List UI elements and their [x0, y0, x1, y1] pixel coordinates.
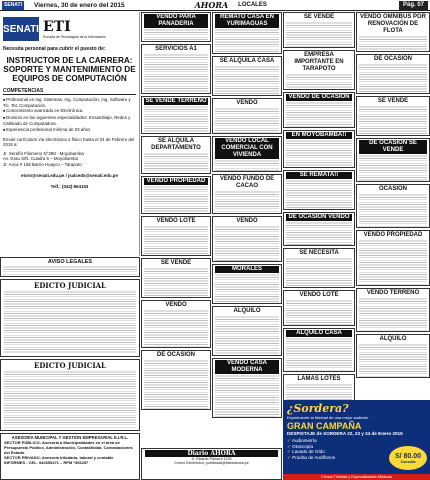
competencias-list [3, 97, 136, 133]
classified-ad [141, 300, 211, 348]
sordera-tagline: Experimente la libertad de una mejor audición [287, 415, 369, 420]
classified-ad-body [144, 267, 208, 298]
classified-ad-body [144, 105, 208, 134]
sector-privado: SECTOR PRIVADO: Asesoría tributaria, laboral y contable [4, 455, 114, 460]
classified-ad-heading: VENDO LOTE [299, 292, 339, 298]
page-number: Pág. 07 [399, 1, 428, 10]
classified-column-2 [141, 12, 211, 412]
classified-ad-heading: SE ALQUILA CASA [219, 58, 275, 64]
classified-ad [356, 288, 430, 332]
diario-email: Correo Electrónico: publicidad@diarioahora.pe [174, 461, 249, 465]
classified-ad-heading: VENDO PARA PANADERIA [144, 14, 208, 28]
classified-ad-body [286, 73, 352, 90]
competencia-item: ■ Conocimiento avanzado en Electrónica. [3, 108, 136, 114]
competencia-item: ■ Experiencia profesional mínima de 03 años [3, 127, 136, 133]
classified-ad-body [215, 225, 279, 262]
send-instructions: Enviar currículum vía electrónica o físico hasta el 04 de Febrero del 2015 a: [3, 137, 135, 148]
contact-phone: Telf.: (042)-564153 [50, 184, 89, 190]
classified-ad [356, 54, 430, 94]
classified-ad-heading: DE OCASIÓN [156, 352, 195, 358]
classified-ad-body [144, 152, 208, 174]
section-name: LOCALES [238, 2, 267, 8]
classified-ad-heading: SE VENDE [160, 260, 192, 266]
sordera-headline: ¿Sordera? [287, 402, 349, 415]
senati-job-ad [0, 12, 140, 256]
classified-ad-body [215, 190, 279, 214]
service-item: ✓ Audiometría [287, 438, 426, 444]
masthead: AHORA [194, 0, 229, 10]
classified-ad-body [144, 225, 208, 256]
classified-ad-body [215, 374, 279, 418]
classified-ad [141, 258, 211, 298]
classified-ad-heading: SERVICIOS A1 [155, 46, 197, 52]
classified-ad [141, 176, 211, 214]
classified-ad-body [144, 53, 208, 94]
asesoria-ad [0, 433, 140, 480]
classified-ad-heading: ALQUILO CASA [286, 330, 352, 337]
aviso-body [3, 265, 137, 275]
address-list [3, 151, 136, 167]
eti-logo: ETI Escuela de Tecnologías de la Información [43, 19, 106, 39]
classified-ad [356, 184, 430, 228]
classified-ad-heading: DE OCASIÓN [373, 56, 412, 62]
classified-column-4 [283, 12, 355, 399]
edicto-judicial-1 [0, 279, 140, 357]
classified-ad-heading: VENDO [165, 302, 187, 308]
classified-ad [212, 12, 282, 54]
classified-ad-heading: OCASIÓN [378, 186, 407, 192]
edicto-body [4, 370, 136, 428]
classified-ad [283, 50, 355, 90]
classified-ad-body [359, 343, 427, 378]
classified-ad [141, 96, 211, 134]
classified-ad [356, 334, 430, 378]
classified-ad [212, 306, 282, 356]
classified-ad-body [359, 105, 427, 136]
classified-ad-body [286, 101, 352, 128]
campaign-title: GRAN CAMPAÑA [287, 421, 362, 431]
classified-ad-heading: VENDO [236, 218, 258, 224]
senati-logo [3, 15, 136, 43]
classified-ad-heading: VENDO CASA MODERNA [215, 360, 279, 374]
classified-ad-body [286, 179, 352, 210]
classified-ad [356, 96, 430, 136]
edicto-body [4, 290, 136, 354]
need-text: Necesita personal para cubrir el puesto de: [3, 46, 106, 52]
classified-ad-heading: VENDO PROPIEDAD [363, 232, 423, 238]
classified-ad [141, 44, 211, 94]
classified-ad-heading: SE VENDE [377, 98, 409, 104]
classified-ad-body [215, 107, 279, 134]
competencia-item: ■ Profesional en Ing. Sistemas, Ing. Computación, Ing. Software y Tic. Tec Computación. [3, 97, 136, 109]
classified-ad-heading: REMATO CASA EN YURIMAGUAS [215, 14, 279, 28]
classified-ad-body [286, 221, 352, 246]
classified-ad-body [215, 28, 279, 54]
classified-ad-heading: VENDO DE OCASIÓN [286, 94, 352, 101]
classified-ad-heading: SE REMATA!! [286, 172, 352, 179]
clinic-name: Clínica Trinidad y Especialidades Médicas [283, 474, 430, 480]
classified-ad [141, 12, 211, 42]
classified-ad [283, 290, 355, 326]
price-badge: S/ 80.00 Consulta [389, 446, 427, 470]
aviso-title: AVISO LEGALES [47, 259, 93, 265]
classified-ad-body [144, 28, 208, 42]
classified-ad [283, 212, 355, 246]
aviso-legales [0, 257, 140, 277]
classified-ad-body [215, 273, 279, 304]
classified-ad [212, 56, 282, 96]
classified-ad-heading: SE ALQUILA DEPARTAMENTO [151, 138, 201, 151]
classified-ad-body [215, 315, 279, 356]
classified-ad [283, 130, 355, 168]
classified-column-5 [356, 12, 430, 399]
classified-ad [356, 138, 430, 182]
address-line: Av. Grau S/N. Cuadra 5 – Moyobamba [3, 156, 79, 162]
classified-ad-body [144, 359, 208, 410]
classified-ad [212, 358, 282, 418]
campaign-dates: DESPISTAJE de SORDERA 22, 23 y 24 de Enero 2015 [287, 431, 403, 436]
classified-ad-body [359, 35, 427, 52]
classified-ad-body [286, 337, 352, 372]
classified-ad-heading: EN MOYOBAMBA!! [286, 132, 352, 139]
classified-ad [283, 328, 355, 372]
competencia-item: ■ Dominio en las siguientes especialidades: Ensambiaje, Redes y Cableado de Computadora. [3, 115, 136, 127]
classified-ad [283, 92, 355, 128]
classified-ad-heading: VENDO TERRENO [366, 290, 420, 296]
classified-ad-heading: ALQUILO [233, 308, 261, 314]
classified-column-3 [212, 12, 282, 420]
classified-ad [141, 136, 211, 174]
classified-ad-heading: ALQUILO [379, 336, 407, 342]
classified-ad-heading: EMPRESA IMPORTANTE EN TARAPOTO [294, 52, 344, 72]
classified-ad [212, 136, 282, 172]
classified-ad-heading: VENDO FUNDO DE CACAO [219, 176, 275, 189]
service-item: ✓ Prueba de Audífonos [287, 455, 426, 461]
sector-publico: SECTOR PÚBLICO: Asesoría a Municipalidades en el área de Presupuesto Público, Administración, Contabilidad, Contrataciones del Estado. [4, 440, 133, 455]
asesoria-informes: INFORMES : CEL. 942655471 – RPM *306297 [4, 460, 89, 465]
address-line: Jr. Serafín Filomeno N°390 - Moyobamba [3, 151, 84, 157]
classified-ad [212, 264, 282, 304]
service-item: ✓ Lavado de Oído [287, 449, 426, 455]
job-title: INSTRUCTOR DE LA CARRERA: SOPORTE Y MANTENIMIENTO DE EQUIPOS DE COMPUTACIÓN [3, 56, 136, 84]
classified-ad [212, 98, 282, 134]
classified-ad [283, 170, 355, 210]
classified-ad-body [215, 159, 279, 172]
classified-ad [141, 216, 211, 256]
classified-ad [283, 12, 355, 48]
classified-ad [212, 174, 282, 214]
classified-ad-heading: VENDO LOTE [156, 218, 196, 224]
classified-ad-body [359, 63, 427, 94]
edicto-judicial-2 [0, 359, 140, 431]
page-header [0, 0, 430, 11]
classified-ad-heading: VENDO LOCAL COMERCIAL CON VIVIENDA [215, 138, 279, 159]
classified-ad-heading: MORALES [215, 266, 279, 273]
header-logo: SENATI [2, 1, 24, 10]
edicto-title: EDICTO JUDICIAL [34, 361, 106, 370]
competencias-heading: COMPETENCIAS [3, 88, 136, 95]
classified-ad-heading: SE VENDE TERRENO [145, 98, 207, 104]
classified-ad-heading: SE NECESITA [299, 250, 339, 256]
address-line: Jr. Arica # 165 Barrio Huayco – Tarapoto [3, 161, 82, 167]
classified-ad-body [144, 309, 208, 348]
edicto-title: EDICTO JUDICIAL [34, 281, 106, 290]
classified-ad-body [286, 299, 352, 326]
classified-ad-body [286, 257, 352, 288]
classified-ad-body [286, 139, 352, 168]
classified-ad [141, 350, 211, 410]
classified-ad [356, 12, 430, 52]
classified-ad-heading: VENDO OMNIBUS POR RENOVACIÓN DE FLOTA [359, 14, 426, 34]
contact-email[interactable]: etoro@senati.edu.pe / jsalcedo@senati.edu.pe [21, 173, 118, 179]
classified-ad-body [359, 297, 427, 332]
classified-ad [212, 216, 282, 262]
classified-ad-body [144, 185, 208, 214]
classified-ad-heading: DE OCASIÓN VENDO [286, 214, 352, 221]
classified-ad-body [359, 154, 427, 182]
classified-ad-heading: DE OCASIÓN SE VENDE [359, 140, 427, 154]
classified-ad [356, 230, 430, 286]
classified-ad-body [359, 193, 427, 228]
classified-ad-heading: LAMAS LOTES [297, 376, 341, 382]
diario-address: Jr. Ricardo Palma # 1199 [191, 457, 232, 461]
service-item: ✓ Otoscopía [287, 444, 426, 450]
senati-mark: SENATI [3, 17, 39, 41]
classified-ad [283, 248, 355, 288]
diario-title: Diario AHORA [145, 450, 278, 457]
classified-ad-heading: VENDO [236, 100, 258, 106]
classified-ad-body [359, 239, 427, 286]
header-date: Viernes, 30 de enero del 2015 [34, 1, 125, 9]
asesoria-title: ASESORÍA MUNICIPAL Y GESTIÓN EMPRESARIAL E.I.R.L. [11, 435, 129, 440]
classified-ad-heading: VENDO PROPIEDAD [144, 178, 208, 185]
classified-ad-body [215, 65, 279, 96]
sordera-campaign-ad [283, 400, 430, 480]
classified-ad-body [286, 21, 352, 48]
classified-ad-heading: SE VENDE [303, 14, 335, 20]
diario-ahora-ad [141, 448, 282, 480]
